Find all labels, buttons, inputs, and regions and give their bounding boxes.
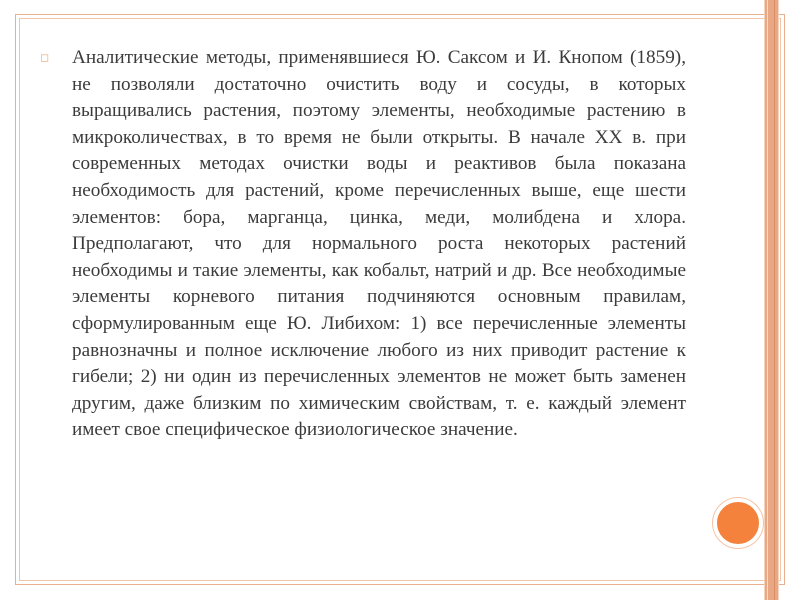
body-paragraph: Аналитические методы, применявшиеся Ю. Саксом и И. Кнопом (1859), не позволяли достаточно очистить воду и сосуды, в которых выращивались растения, поэтому элементы, необходимые растению в микроколичествах, в то время не были открыты. В начале XX в. при современных методах очистки воды и реактивов была показана необходимость для растений, кроме перечисленных выше, еще шести элементов: бора, марганца, цинка, меди, молибдена и хлора. Предполагают, что для нормального роста некоторых растений необходимы и такие элементы, как кобальт, натрий и др. Все необходимые элементы корневого питания подчиняются основным правилам, сформулированным еще Ю. Либихом: 1) все перечисленные элементы равнозначны и полное исключение любого из них приводит растение к гибели; 2) ни один из перечисленных элементов не может быть заменен другим, даже близким по химическим свойствам, т. е. каждый элемент имеет свое специфическое физиологическое значение. xyxy=(72,47,686,441)
body-text-block xyxy=(40,45,686,444)
bullet-icon: ◻ xyxy=(40,52,50,64)
orange-circle-decoration xyxy=(713,498,763,548)
right-decorative-bar xyxy=(764,0,779,600)
